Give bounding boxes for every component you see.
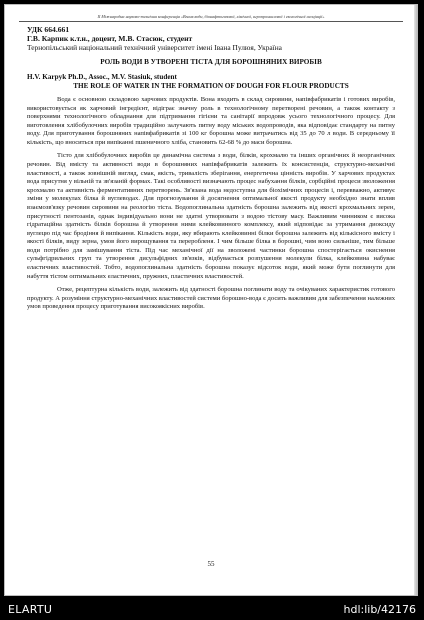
authors-ua: Г.В. Карпик к.т.н., доцент, М.В. Стасюк, студент — [27, 34, 193, 43]
repository-name: ELARTU — [8, 603, 53, 616]
running-head: II Міжнародна науково-технічна конференція «Вплив води, біонафтогазової, хімічної, агропромислової і екологічної асоціації» — [97, 14, 325, 19]
authors-en: H.V. Karpyk Ph.D., Assoc., M.V. Stasiuk, student — [27, 73, 177, 81]
title-en: THE ROLE OF WATER IN THE FORMATION OF DOUGH FOR FLOUR PRODUCTS — [73, 81, 349, 90]
page-number: 55 — [207, 560, 215, 568]
udc-code: УДК 664.661 — [27, 25, 70, 34]
body-paragraph-1: Вода є основною складовою харчових продуктів. Вона входить в склад сировини, напівфабрикатів і готових виробів, використовується як харчовий інгредієнт, відіграє значну роль в технологічному перетворені речовин, а також контакту з поверхнями технологічного обладнання для підтримання гігієни та санітарії впродовж усього технологічного процесу. Для виготовлення хлібобулочних виробів традиційно залучають питну воду міських водопроводів, яка відповідає стандарту на питну воду. Для приготування борошняних напівфабрикатів зі 100 кг борошна може витрачатись від 35 до 70 л води. В середньому її кількість, що вноситься при випіканні пшеничного хліба, становить 62-68 % до маси борошна. — [27, 96, 395, 146]
title-ua: РОЛЬ ВОДИ В УТВОРЕНІ ТІСТА ДЛЯ БОРОШНЯНИХ ВИРОБІВ — [100, 58, 322, 66]
repository-footer — [0, 596, 424, 620]
body-paragraph-2: Тісто для хлібобулочних виробів це динамічна система з води, білків, крохмалю та інших органічних й неорганічних речовин. Від вмісту та активності води в борошняних напівфабрикатів залежить їх консистенція, структурно-механічні властивості, а також зовнішній вигляд, смак, якість, тривалість зберігання, енергетична цінність виробів. У харчових продуктах вода присутня у вільній та зв'язаній формах. Такі особливості визначають процес набухання білків, сорбційні процеси зволоження крохмалю та активність ферментативних перетворень. Зв'язана вода недоступна для біохімічних процесів і, перевважно, активує зміни у молекулах білка й вуглеводах. Для прогнозування й досягнення оптимальної якості продукту необхідно знати вплив взаємозв'язку речовин сировини на реологію тіста. Водопоглинальна здатність борошна залежить від якості крохмальних зерен, присутності пентозанів, однак індивідуально вони не здатні утворювати з водою тістову масу. Важливим чинником є висока гідратаційна здатність білків борошна й утворення ними клейковинного комплексу, який відповідає за утримання диоксиду вуглецю під час бродіння й випікання. Кількість води, яку вбирають клейковинні білки борошна залежить від кількісного вмісту і якості білків, виду зерна, умов його вирощування та переробленя. І чим більше білка в борошні, чим воно сильніше, тим більше води потрібно для замішування тіста. Під час механічної дії на зволожені частинки борошна спостерігається окиснення сульфгідрильних груп та утворення дисульфідних зв'язків, відбувається розпушення молекули білка, клейковина набуває еластичних властивостей. Тобто, водопоглинальна здатність борошна показує відсоток води, який може бути поглинути для набуття тістом оптимальних еластичних, пружних, пластичних властивостей. — [27, 152, 395, 280]
header-rule — [19, 21, 403, 22]
affiliation-ua: Тернопільський національний технічний університет імені Івана Пулюя, Україна — [27, 43, 282, 52]
body-paragraph-3: Отже, рецептурна кількість води, залежить від здатності борошна поглинати воду та очікуваних характеристик готового продукту. А розуміння структурно-механічних властивостей системи борошно-вода є досить важливим для забезпечення належних умов проведення процесу приготування високоякісних виробів. — [27, 286, 395, 311]
article-content — [27, 25, 395, 317]
document-page — [4, 4, 418, 596]
handle-identifier[interactable]: hdl:lib/42176 — [343, 603, 416, 616]
